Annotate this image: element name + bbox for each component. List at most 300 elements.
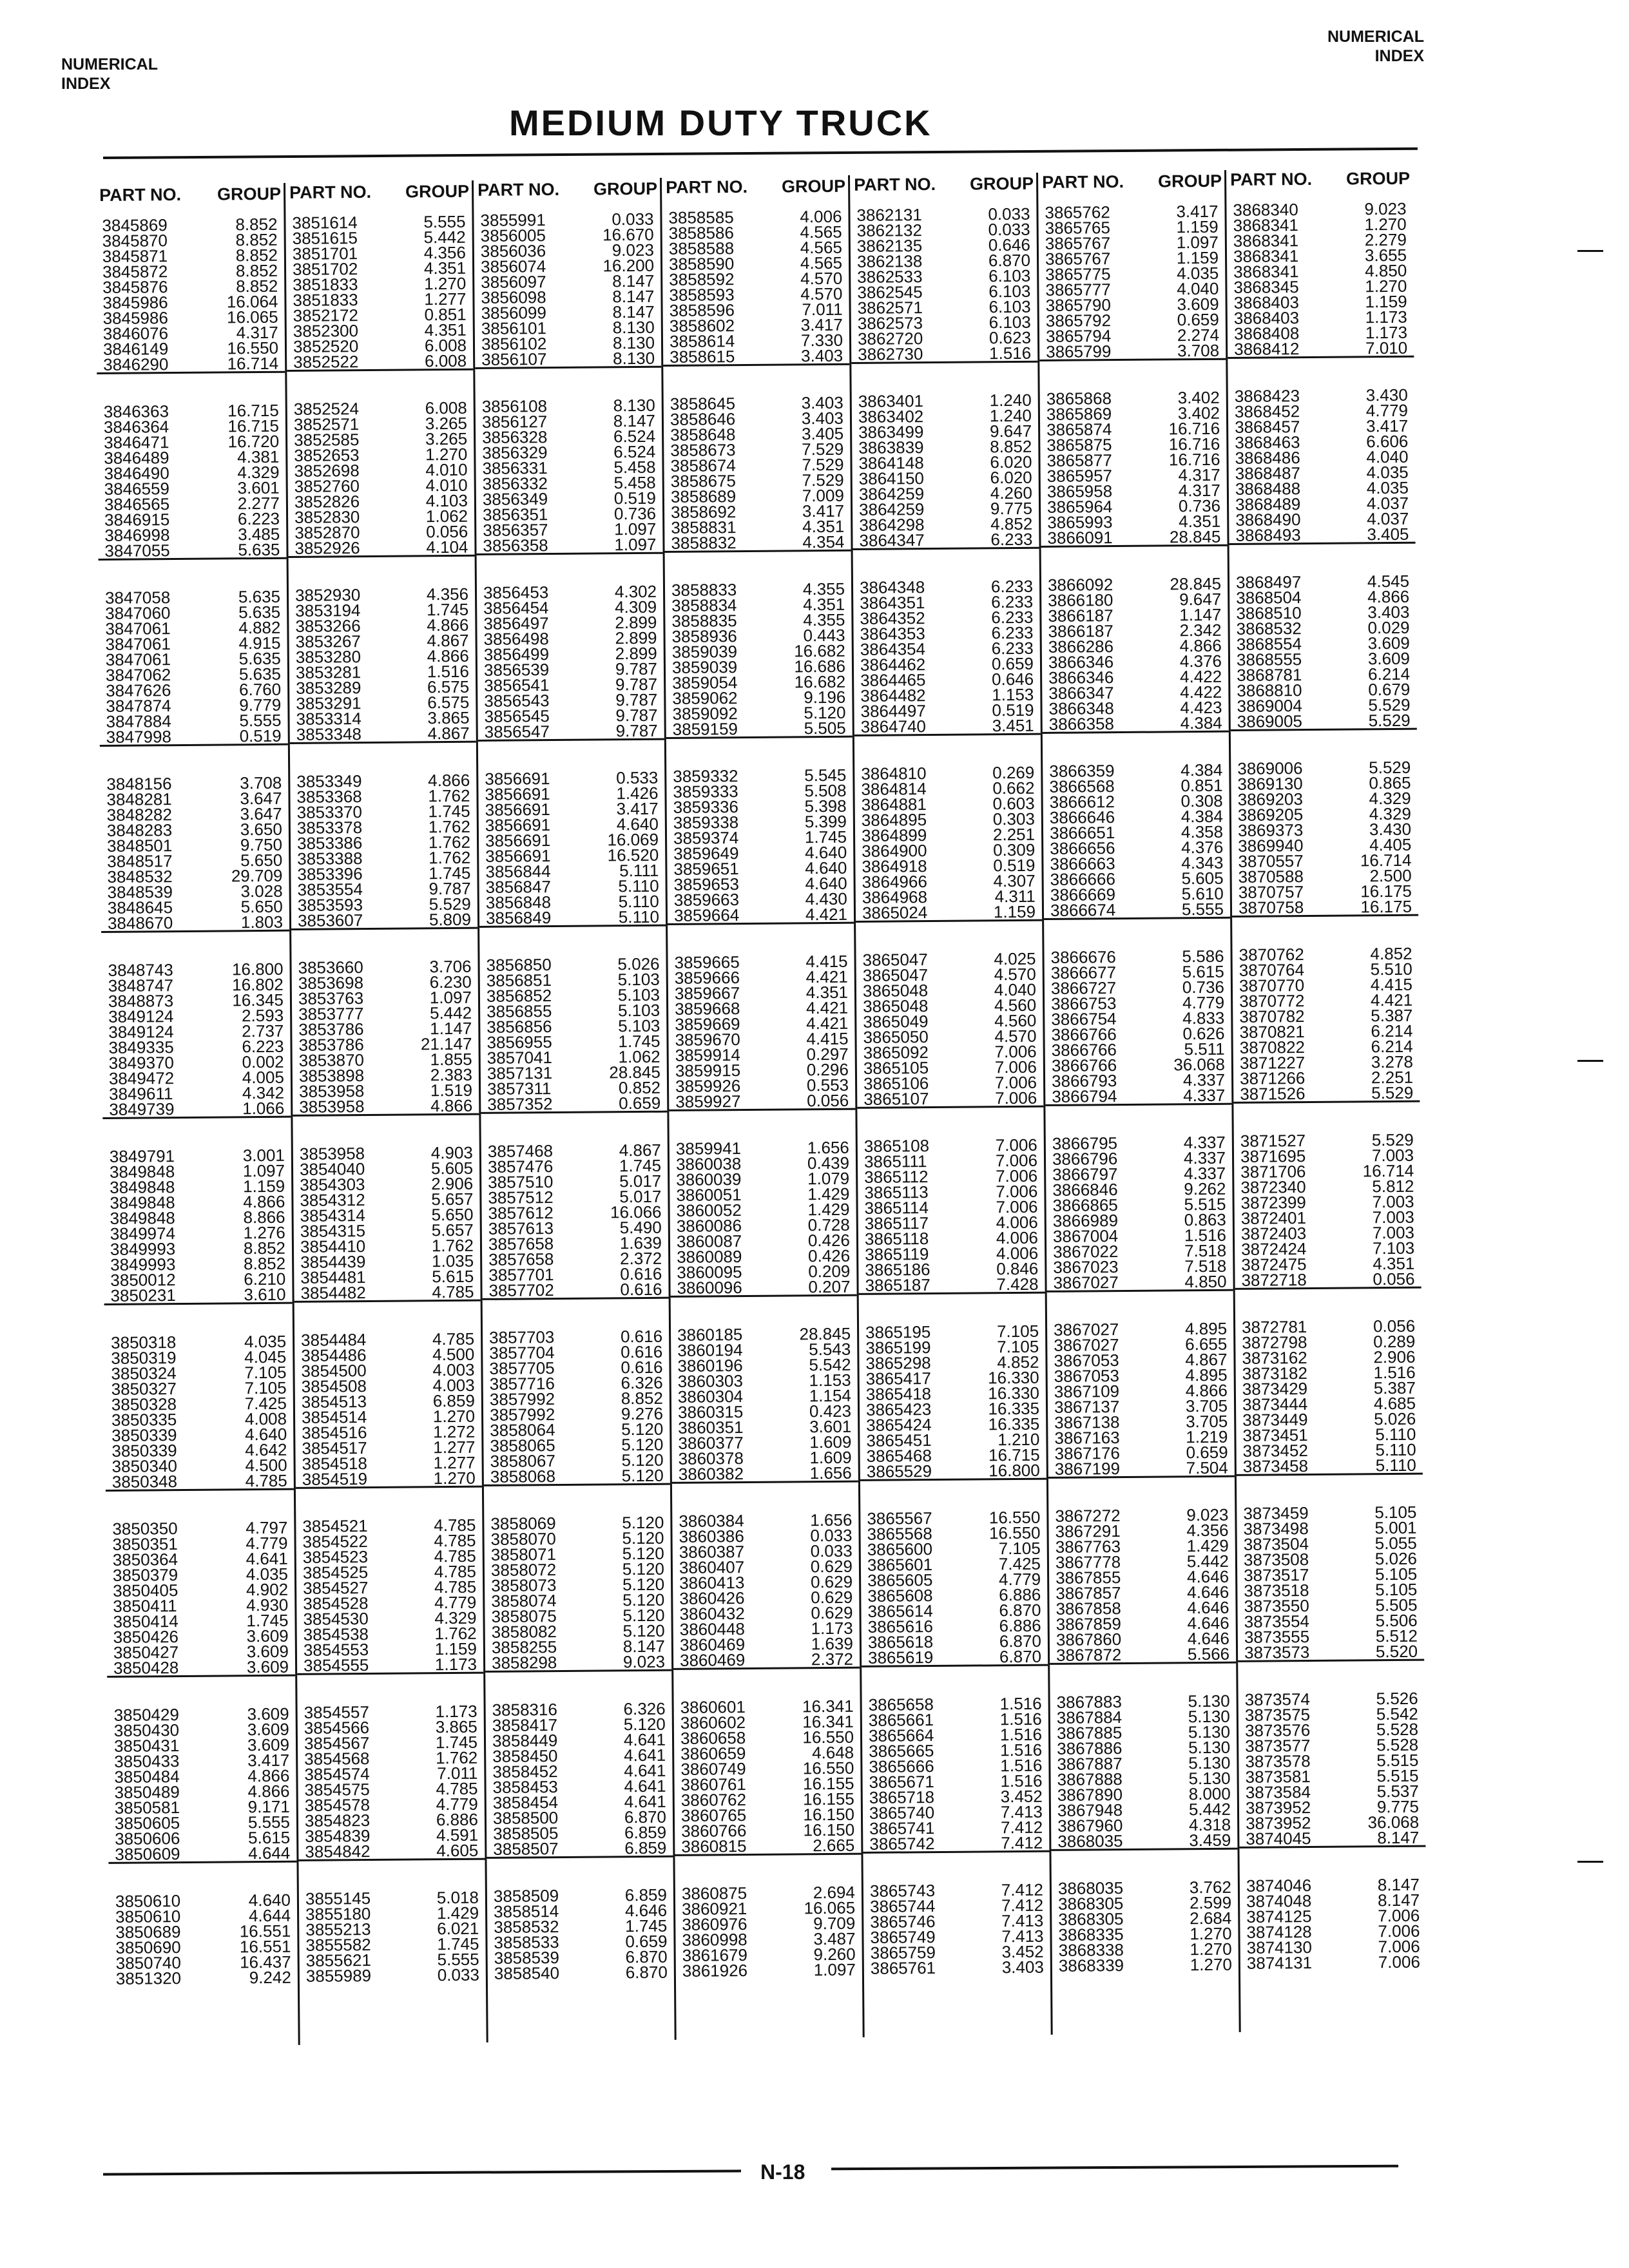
index-entry	[676, 1959, 862, 1981]
group-number: 7.003	[1371, 1145, 1414, 1166]
part-number: 3873550	[1244, 1596, 1309, 1616]
part-number: 3846076	[102, 323, 169, 343]
group-number: 3.417	[616, 798, 659, 819]
group-number: 1.745	[804, 827, 847, 847]
column-body	[660, 206, 862, 2040]
part-number: 3856351	[482, 505, 548, 524]
part-number: 3865799	[1046, 341, 1112, 361]
group-number: 6.870	[988, 250, 1031, 271]
part-number: 3865024	[862, 903, 928, 923]
group-number: 4.500	[245, 1455, 287, 1475]
header-group: GROUP	[1157, 171, 1222, 191]
group-number: 1.516	[1000, 1755, 1043, 1776]
part-number: 3865605	[867, 1570, 933, 1590]
group-number: 3.762	[1189, 1877, 1232, 1898]
part-number: 3850431	[113, 1736, 180, 1756]
group-number: 5.529	[1369, 757, 1411, 778]
part-number: 3866797	[1052, 1164, 1118, 1184]
group-number: 1.855	[430, 1049, 472, 1070]
group-number: 0.626	[1182, 1023, 1225, 1044]
group-number: 4.866	[427, 646, 469, 666]
group-number: 5.458	[613, 457, 656, 477]
group-number: 4.785	[434, 1577, 477, 1597]
index-entry	[482, 1279, 668, 1300]
entry-block	[852, 392, 1039, 550]
group-number: 9.775	[990, 498, 1033, 519]
group-number: 7.425	[998, 1553, 1041, 1574]
part-number: 3859664	[673, 905, 740, 925]
group-number: 0.303	[992, 809, 1035, 829]
index-entry	[288, 539, 474, 556]
group-number: 4.867	[427, 723, 470, 744]
part-number: 3860469	[679, 1635, 746, 1655]
group-number: 4.565	[800, 222, 842, 242]
group-number: 3.001	[242, 1145, 285, 1166]
part-number: 3866646	[1049, 807, 1115, 827]
part-number: 3858645	[670, 394, 736, 414]
part-number: 3846149	[102, 339, 169, 359]
part-number: 3846363	[103, 401, 169, 421]
group-number: 5.103	[617, 969, 660, 990]
group-number: 9.262	[1184, 1178, 1226, 1199]
part-number: 3865468	[866, 1446, 932, 1466]
part-number: 3855989	[305, 1966, 372, 1986]
group-number: 1.097	[813, 1959, 856, 1980]
part-number: 3860087	[676, 1231, 742, 1251]
group-number: 6.326	[623, 1698, 666, 1719]
part-number: 3848747	[108, 975, 174, 995]
part-number: 3863499	[858, 422, 924, 442]
group-number: 5.130	[1188, 1722, 1231, 1742]
part-number: 3866754	[1051, 1009, 1117, 1029]
index-entry	[1052, 1954, 1239, 1975]
entry-block	[1232, 943, 1420, 1104]
index-entry	[1235, 1271, 1421, 1288]
group-number: 4.641	[624, 1760, 666, 1781]
part-number: 3866091	[1047, 528, 1113, 548]
part-number: 3858590	[668, 254, 735, 274]
part-number: 3866612	[1049, 792, 1115, 812]
group-number: 16.550	[802, 1727, 854, 1747]
part-number: 3864462	[860, 655, 926, 675]
part-number: 3862533	[857, 267, 923, 287]
index-entry	[856, 901, 1042, 923]
part-number: 3865792	[1045, 311, 1112, 331]
part-number: 3850414	[113, 1611, 178, 1631]
group-number: 4.648	[812, 1742, 854, 1763]
part-number: 3850428	[113, 1658, 179, 1678]
part-number: 3858417	[492, 1715, 558, 1735]
group-number: 5.528	[1376, 1719, 1419, 1740]
group-number: 6.210	[244, 1269, 286, 1289]
part-number: 3858832	[671, 533, 737, 553]
part-number: 3854481	[300, 1267, 366, 1287]
part-number: 3858586	[668, 223, 735, 243]
group-number: 0.603	[992, 793, 1035, 814]
group-number: 4.351	[1179, 511, 1221, 532]
part-number: 3866286	[1048, 637, 1114, 657]
part-number: 3866651	[1049, 823, 1115, 843]
part-number: 3845872	[102, 262, 168, 282]
index-entry	[858, 1276, 1045, 1293]
group-number: 6.870	[999, 1646, 1042, 1667]
group-number: 4.405	[1369, 834, 1412, 855]
group-number: 7.003	[1372, 1222, 1415, 1243]
group-number: 7.330	[800, 330, 843, 351]
index-entry	[1046, 1271, 1233, 1293]
group-number: 0.423	[809, 1401, 852, 1421]
group-number: 5.120	[623, 1714, 666, 1735]
group-number: 4.866	[1179, 635, 1222, 656]
group-number: 3.403	[800, 345, 843, 366]
part-number: 3867890	[1057, 1785, 1123, 1805]
part-number: 3860378	[678, 1448, 744, 1468]
group-number: 4.646	[1187, 1597, 1229, 1618]
group-number: 4.003	[432, 1360, 475, 1380]
group-number: 8.866	[243, 1207, 285, 1227]
group-number: 0.308	[1181, 791, 1223, 811]
group-number: 4.500	[432, 1344, 475, 1365]
part-number: 3848539	[107, 882, 173, 902]
footer-rule-right	[831, 2165, 1398, 2171]
part-number: 3874045	[1246, 1829, 1311, 1849]
group-number: 4.785	[434, 1561, 477, 1582]
group-number: 4.560	[994, 1010, 1037, 1031]
group-number: 1.609	[809, 1447, 852, 1468]
part-number: 3854516	[302, 1423, 367, 1443]
group-number: 1.270	[432, 1406, 476, 1427]
part-number: 3865048	[862, 981, 929, 1001]
group-number: 2.684	[1190, 1908, 1232, 1928]
part-number: 3850610	[115, 1907, 181, 1927]
part-number: 3860761	[680, 1774, 746, 1794]
part-number: 3868463	[1235, 432, 1300, 452]
group-number: 1.429	[1186, 1535, 1229, 1556]
part-number: 3852524	[293, 399, 360, 419]
part-number: 3856691	[485, 784, 550, 804]
part-number: 3859333	[673, 782, 738, 802]
part-number: 3853348	[296, 724, 362, 744]
index-entry	[675, 1835, 861, 1856]
group-number: 0.846	[996, 1258, 1039, 1279]
part-number: 3854530	[303, 1609, 369, 1629]
group-number: 1.762	[428, 832, 471, 852]
group-number: 7.006	[996, 1196, 1038, 1217]
group-number: 4.006	[996, 1243, 1039, 1264]
group-number: 4.329	[1369, 788, 1411, 809]
part-number: 3854315	[300, 1221, 366, 1241]
index-entry	[1239, 1827, 1425, 1849]
part-number: 3862730	[858, 344, 923, 364]
group-number: 6.223	[237, 508, 280, 529]
part-number: 3857131	[487, 1063, 553, 1083]
part-number: 3850379	[112, 1565, 178, 1585]
part-number: 3856847	[485, 877, 551, 897]
group-number: 8.130	[613, 395, 655, 416]
part-number: 3856855	[487, 1001, 552, 1021]
group-number: 5.490	[619, 1217, 662, 1238]
group-number: 16.175	[1360, 896, 1412, 917]
part-number: 3848670	[107, 913, 173, 933]
group-number: 4.035	[1366, 477, 1409, 498]
part-number: 3864353	[860, 624, 925, 644]
group-number: 16.715	[227, 416, 280, 436]
part-number: 3846471	[104, 432, 169, 452]
part-number: 3860875	[681, 1883, 747, 1903]
part-number: 3865105	[863, 1058, 929, 1078]
part-number: 3858831	[671, 517, 737, 537]
part-number: 3854574	[304, 1764, 370, 1784]
group-number: 0.865	[1369, 773, 1411, 793]
header-part-no: PART NO.	[1041, 171, 1124, 192]
group-number: 1.270	[424, 273, 467, 294]
index-entry	[102, 1100, 291, 1117]
index-entry	[1231, 710, 1417, 731]
index-entry	[1051, 1832, 1237, 1849]
index-entry	[1045, 1085, 1231, 1106]
part-number: 3858532	[494, 1917, 559, 1937]
part-number: 3863839	[858, 437, 924, 457]
group-number: 36.068	[1367, 1812, 1420, 1832]
part-number: 3854522	[302, 1532, 368, 1552]
group-number: 2.665	[813, 1835, 855, 1856]
group-number: 4.376	[1179, 651, 1222, 671]
group-number: 9.709	[813, 1913, 856, 1934]
group-number: 0.736	[1182, 977, 1225, 997]
part-number: 3861926	[682, 1961, 748, 1981]
group-number: 16.155	[803, 1789, 854, 1809]
header-part-no: PART NO.	[1229, 169, 1313, 189]
group-number: 9.787	[615, 689, 658, 710]
part-number: 3869005	[1237, 711, 1303, 731]
group-number: 5.615	[247, 1827, 291, 1848]
part-number: 3850364	[112, 1550, 178, 1570]
part-number: 3865671	[869, 1772, 934, 1792]
group-number: 5.120	[621, 1419, 664, 1439]
group-number: 16.670	[602, 224, 654, 245]
index-entry	[1228, 340, 1414, 357]
part-number: 3848501	[106, 836, 173, 856]
part-number: 3850340	[111, 1456, 177, 1476]
part-number: 3853388	[297, 849, 363, 869]
part-number: 3858602	[669, 316, 735, 336]
part-number: 3860384	[679, 1511, 744, 1531]
group-number: 16.714	[1360, 850, 1412, 870]
part-number: 3849472	[108, 1068, 175, 1088]
part-number: 3868504	[1236, 588, 1302, 608]
part-number: 3851320	[115, 1968, 182, 1988]
part-number: 3862132	[856, 220, 923, 240]
part-number: 3858064	[490, 1420, 555, 1440]
header-group: GROUP	[969, 173, 1034, 194]
group-number: 3.601	[809, 1416, 852, 1437]
part-number: 3865114	[864, 1198, 929, 1218]
part-number: 3873581	[1245, 1767, 1311, 1787]
part-number: 3859159	[672, 719, 738, 739]
entry-block	[299, 1887, 486, 1986]
entry-block	[291, 956, 479, 1117]
part-number: 3857704	[489, 1343, 555, 1363]
part-number: 3858075	[491, 1606, 557, 1626]
group-number: 5.555	[1181, 899, 1224, 919]
group-number: 4.852	[990, 514, 1033, 534]
part-number: 3865107	[863, 1089, 929, 1109]
group-number: 4.355	[803, 610, 845, 630]
part-number: 3858936	[671, 626, 737, 646]
group-number: 1.062	[618, 1046, 660, 1067]
group-number: 5.130	[1188, 1737, 1231, 1758]
index-entry	[478, 720, 664, 742]
part-number: 3856543	[484, 691, 550, 711]
group-number: 16.064	[226, 291, 278, 312]
group-number: 0.659	[1177, 309, 1219, 330]
part-number: 3862573	[857, 313, 923, 333]
group-number: 28.845	[799, 1323, 851, 1344]
group-number: 6.606	[1366, 431, 1409, 452]
group-number: 6.008	[424, 335, 467, 356]
part-number: 3865964	[1046, 497, 1113, 517]
part-number: 3872401	[1240, 1208, 1307, 1228]
group-number: 4.384	[1181, 760, 1223, 780]
part-number: 3865618	[867, 1632, 934, 1652]
index-entry	[1229, 526, 1415, 543]
part-number: 3873429	[1242, 1379, 1308, 1399]
group-number: 4.867	[1185, 1349, 1228, 1370]
group-number: 1.516	[1373, 1362, 1416, 1383]
index-entry	[293, 1095, 479, 1117]
part-number: 3858674	[670, 456, 736, 476]
part-number: 3856955	[487, 1032, 552, 1052]
group-number: 16.800	[231, 959, 284, 979]
column-header	[472, 179, 660, 213]
group-number: 4.384	[1181, 806, 1223, 827]
index-entry	[107, 1659, 295, 1676]
group-number: 6.233	[991, 591, 1034, 612]
part-number: 3868408	[1233, 323, 1300, 343]
group-number: 1.762	[436, 1747, 478, 1768]
group-number: 1.159	[1176, 247, 1219, 268]
group-number: 1.639	[811, 1633, 853, 1654]
entry-block	[1235, 1318, 1423, 1476]
group-number: 4.260	[990, 483, 1032, 503]
part-number: 3869203	[1237, 789, 1304, 809]
part-number: 3858646	[670, 409, 736, 429]
part-number: 3856852	[486, 986, 552, 1006]
part-number: 3849335	[108, 1037, 174, 1057]
group-number: 16.550	[988, 1523, 1041, 1543]
index-entry	[287, 353, 473, 370]
group-number: 4.785	[434, 1515, 476, 1535]
group-number: 1.147	[430, 1018, 472, 1039]
part-number: 3860051	[676, 1185, 742, 1205]
group-number: 4.035	[244, 1331, 287, 1352]
index-entry	[100, 728, 288, 745]
entry-block	[101, 961, 291, 1119]
part-number: 3860386	[679, 1526, 744, 1546]
part-number: 3856499	[483, 644, 550, 664]
part-number: 3865111	[863, 1151, 927, 1171]
part-number: 3871527	[1240, 1131, 1306, 1151]
group-number: 1.803	[240, 912, 284, 932]
part-number: 3853370	[296, 802, 363, 822]
group-number: 5.026	[1374, 1548, 1418, 1569]
part-number: 3866794	[1052, 1086, 1117, 1106]
part-number: 3850610	[115, 1891, 181, 1911]
part-number: 3867884	[1056, 1707, 1123, 1727]
part-number: 3855145	[305, 1888, 371, 1908]
part-number: 3859915	[675, 1061, 741, 1081]
group-number: 4.902	[246, 1579, 289, 1600]
group-number: 0.033	[612, 209, 654, 229]
part-number: 3852760	[294, 476, 360, 496]
group-number: 0.296	[806, 1059, 849, 1080]
part-number: 3865874	[1046, 419, 1112, 439]
part-number: 3848283	[106, 820, 173, 840]
group-number: 0.852	[618, 1077, 661, 1098]
entry-block	[671, 1323, 858, 1484]
group-number: 0.736	[613, 503, 657, 524]
part-number: 3865664	[868, 1725, 934, 1745]
index-entry	[98, 539, 286, 561]
group-number: 1.516	[988, 343, 1032, 363]
part-number: 3868490	[1235, 510, 1301, 530]
group-number: 3.609	[1367, 633, 1410, 653]
part-number: 3860038	[675, 1154, 742, 1174]
group-number: 4.351	[805, 982, 849, 1003]
group-number: 4.570	[800, 284, 843, 304]
part-number: 3853898	[298, 1066, 365, 1086]
part-number: 3864497	[860, 701, 926, 721]
part-number: 3868339	[1058, 1956, 1124, 1975]
group-number: 5.120	[622, 1559, 665, 1579]
part-number: 3872475	[1241, 1254, 1307, 1274]
group-number: 7.105	[997, 1336, 1039, 1357]
part-number: 3870772	[1239, 991, 1305, 1011]
index-entry	[298, 1840, 485, 1861]
part-number: 3852585	[294, 430, 360, 450]
part-number: 3867859	[1055, 1614, 1122, 1634]
part-number: 3868305	[1058, 1909, 1124, 1929]
part-number: 3867872	[1055, 1645, 1122, 1665]
group-number: 9.242	[249, 1967, 291, 1988]
group-number: 5.399	[804, 811, 847, 832]
group-number: 16.551	[239, 1921, 291, 1941]
entry-block	[1228, 387, 1416, 545]
group-number: 1.516	[1000, 1771, 1043, 1791]
group-number: 4.903	[430, 1142, 473, 1163]
part-number: 3860765	[680, 1805, 747, 1825]
part-number: 3857701	[488, 1265, 554, 1285]
title-rule	[103, 148, 1418, 159]
part-number: 3865050	[863, 1027, 929, 1047]
group-number: 1.277	[433, 1452, 476, 1473]
group-number: 5.529	[429, 894, 471, 914]
part-number: 3866666	[1050, 869, 1115, 889]
group-number: 4.640	[616, 814, 659, 834]
group-number: 4.037	[1367, 508, 1409, 529]
index-entry	[479, 909, 666, 926]
group-number: 3.609	[246, 1641, 289, 1662]
part-number: 3864918	[862, 856, 927, 876]
part-number: 3856691	[485, 815, 551, 835]
group-number: 2.279	[1364, 229, 1407, 250]
part-number: 3868341	[1233, 262, 1299, 282]
part-number: 3853267	[295, 631, 361, 651]
part-number: 3868452	[1234, 401, 1300, 421]
part-number: 3858588	[668, 238, 735, 258]
part-number: 3866358	[1048, 714, 1115, 734]
part-number: 3847626	[106, 680, 171, 700]
